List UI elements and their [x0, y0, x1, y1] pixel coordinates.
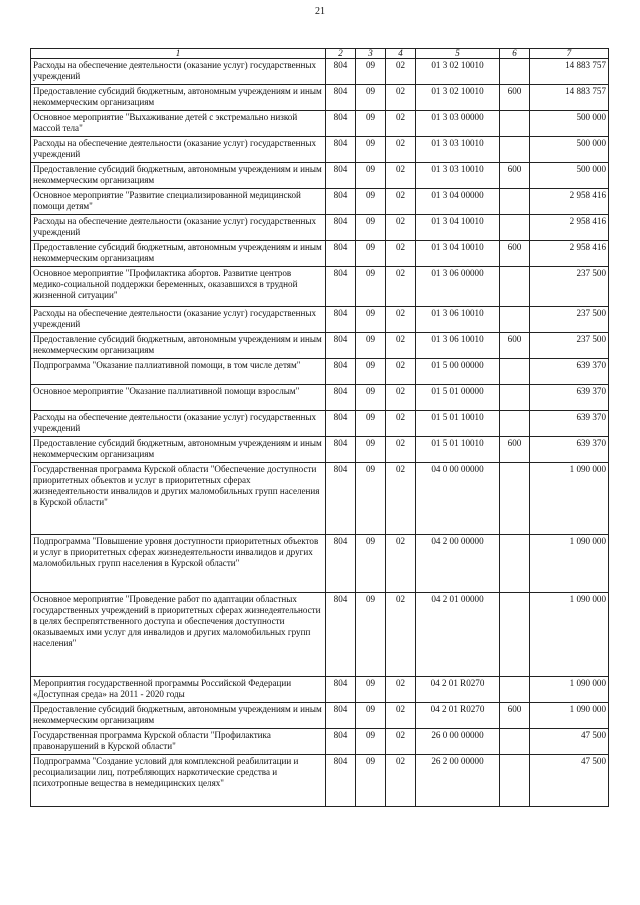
- row-grbs-code: 804: [326, 215, 356, 241]
- row-amount: 639 370: [530, 411, 609, 437]
- table-row: [31, 437, 609, 463]
- row-amount: 500 000: [530, 137, 609, 163]
- row-name: Расходы на обеспечение деятельности (оказание услуг) государственных учреждений: [31, 215, 326, 241]
- row-section-code: 09: [356, 59, 386, 85]
- row-section-code: 09: [356, 163, 386, 189]
- row-target-article: 01 5 01 10010: [416, 411, 500, 437]
- row-grbs-code: 804: [326, 59, 356, 85]
- table-row: [31, 755, 609, 807]
- row-target-article: 04 0 00 00000: [416, 463, 500, 535]
- table-row: [31, 215, 609, 241]
- table-row: [31, 267, 609, 307]
- row-name: Основное мероприятие "Выхаживание детей с экстремально низкой массой тела": [31, 111, 326, 137]
- row-expense-type: [500, 59, 530, 85]
- row-section-code: 09: [356, 307, 386, 333]
- table-row: [31, 411, 609, 437]
- row-grbs-code: 804: [326, 535, 356, 593]
- row-name: Основное мероприятие "Проведение работ по адаптации областных государственных учреждений в приоритетных сферах жизнедеятельности в целях беспрепятственного доступа и обеспечения доступности оказываемых ими услуг для инвалидов и других маломобильных групп населения": [31, 593, 326, 677]
- row-expense-type: [500, 359, 530, 385]
- row-name: Основное мероприятие "Профилактика абортов. Развитие центров медико-социальной поддержки беременных, оказавшихся в трудной жизненной ситуации": [31, 267, 326, 307]
- row-section-code: 09: [356, 729, 386, 755]
- row-name: Подпрограмма "Создание условий для комплексной реабилитации и ресоциализации лиц, потребляющих наркотические средства и психотропные вещества в немедицинских целях": [31, 755, 326, 807]
- row-name: Предоставление субсидий бюджетным, автономным учреждениям и иным некоммерческим организациям: [31, 333, 326, 359]
- row-grbs-code: 804: [326, 241, 356, 267]
- table-row: [31, 307, 609, 333]
- row-amount: 2 958 416: [530, 215, 609, 241]
- row-subsection-code: 02: [386, 137, 416, 163]
- table-row: [31, 241, 609, 267]
- table-row: [31, 333, 609, 359]
- row-subsection-code: 02: [386, 703, 416, 729]
- row-subsection-code: 02: [386, 59, 416, 85]
- row-name: Расходы на обеспечение деятельности (оказание услуг) государственных учреждений: [31, 137, 326, 163]
- row-name: Государственная программа Курской области "Профилактика правонарушений в Курской области": [31, 729, 326, 755]
- table-row: [31, 593, 609, 677]
- row-target-article: 01 3 06 10010: [416, 333, 500, 359]
- table-row: [31, 359, 609, 385]
- row-amount: 237 500: [530, 267, 609, 307]
- row-section-code: 09: [356, 241, 386, 267]
- table-row: [31, 59, 609, 85]
- row-amount: 639 370: [530, 437, 609, 463]
- row-grbs-code: 804: [326, 307, 356, 333]
- row-amount: 14 883 757: [530, 59, 609, 85]
- row-subsection-code: 02: [386, 385, 416, 411]
- row-name: Расходы на обеспечение деятельности (оказание услуг) государственных учреждений: [31, 411, 326, 437]
- column-header: 1: [31, 49, 326, 59]
- row-amount: 2 958 416: [530, 189, 609, 215]
- row-target-article: 01 3 03 00000: [416, 111, 500, 137]
- row-target-article: 01 3 03 10010: [416, 163, 500, 189]
- row-target-article: 04 2 00 00000: [416, 535, 500, 593]
- row-target-article: 01 5 01 00000: [416, 385, 500, 411]
- table-row: [31, 729, 609, 755]
- table-row: [31, 111, 609, 137]
- table-row: [31, 137, 609, 163]
- row-amount: 47 500: [530, 729, 609, 755]
- row-subsection-code: 02: [386, 111, 416, 137]
- column-header: 3: [356, 49, 386, 59]
- row-amount: 237 500: [530, 333, 609, 359]
- row-expense-type: 600: [500, 333, 530, 359]
- row-section-code: 09: [356, 137, 386, 163]
- row-grbs-code: 804: [326, 163, 356, 189]
- row-grbs-code: 804: [326, 755, 356, 807]
- row-subsection-code: 02: [386, 535, 416, 593]
- row-target-article: 01 5 00 00000: [416, 359, 500, 385]
- row-grbs-code: 804: [326, 189, 356, 215]
- row-target-article: 04 2 01 00000: [416, 593, 500, 677]
- row-amount: 47 500: [530, 755, 609, 807]
- row-subsection-code: 02: [386, 677, 416, 703]
- row-section-code: 09: [356, 111, 386, 137]
- row-expense-type: [500, 215, 530, 241]
- row-section-code: 09: [356, 189, 386, 215]
- row-section-code: 09: [356, 267, 386, 307]
- row-name: Основное мероприятие "Развитие специализированной медицинской помощи детям": [31, 189, 326, 215]
- row-subsection-code: 02: [386, 359, 416, 385]
- table-row: [31, 463, 609, 535]
- row-subsection-code: 02: [386, 215, 416, 241]
- row-target-article: 26 2 00 00000: [416, 755, 500, 807]
- row-name: Основное мероприятие "Оказание паллиативной помощи взрослым": [31, 385, 326, 411]
- row-expense-type: [500, 593, 530, 677]
- row-target-article: 01 3 02 10010: [416, 85, 500, 111]
- row-name: Предоставление субсидий бюджетным, автономным учреждениям и иным некоммерческим организациям: [31, 85, 326, 111]
- column-header: 4: [386, 49, 416, 59]
- row-name: Предоставление субсидий бюджетным, автономным учреждениям и иным некоммерческим организациям: [31, 703, 326, 729]
- row-grbs-code: 804: [326, 137, 356, 163]
- row-section-code: 09: [356, 463, 386, 535]
- column-header: 2: [326, 49, 356, 59]
- row-expense-type: [500, 411, 530, 437]
- row-name: Подпрограмма "Повышение уровня доступности приоритетных объектов и услуг в приоритетных сферах жизнедеятельности инвалидов и других маломобильных групп населения в Курской области": [31, 535, 326, 593]
- row-expense-type: [500, 307, 530, 333]
- row-section-code: 09: [356, 593, 386, 677]
- row-grbs-code: 804: [326, 703, 356, 729]
- row-subsection-code: 02: [386, 437, 416, 463]
- table-row: [31, 85, 609, 111]
- row-grbs-code: 804: [326, 385, 356, 411]
- row-expense-type: [500, 385, 530, 411]
- row-subsection-code: 02: [386, 333, 416, 359]
- row-section-code: 09: [356, 411, 386, 437]
- row-section-code: 09: [356, 85, 386, 111]
- row-expense-type: 600: [500, 703, 530, 729]
- row-grbs-code: 804: [326, 437, 356, 463]
- row-name: Предоставление субсидий бюджетным, автономным учреждениям и иным некоммерческим организациям: [31, 437, 326, 463]
- table-row: [31, 677, 609, 703]
- row-target-article: 01 3 03 10010: [416, 137, 500, 163]
- row-expense-type: 600: [500, 437, 530, 463]
- row-name: Предоставление субсидий бюджетным, автономным учреждениям и иным некоммерческим организациям: [31, 241, 326, 267]
- row-grbs-code: 804: [326, 359, 356, 385]
- table-row: [31, 163, 609, 189]
- row-target-article: 04 2 01 R0270: [416, 703, 500, 729]
- row-subsection-code: 02: [386, 163, 416, 189]
- row-grbs-code: 804: [326, 333, 356, 359]
- row-target-article: 04 2 01 R0270: [416, 677, 500, 703]
- row-target-article: 01 5 01 10010: [416, 437, 500, 463]
- row-subsection-code: 02: [386, 85, 416, 111]
- row-target-article: 01 3 04 00000: [416, 189, 500, 215]
- row-amount: 500 000: [530, 111, 609, 137]
- row-amount: 14 883 757: [530, 85, 609, 111]
- row-section-code: 09: [356, 359, 386, 385]
- budget-table: [30, 48, 609, 807]
- column-header: 7: [530, 49, 609, 59]
- row-expense-type: [500, 535, 530, 593]
- row-name: Мероприятия государственной программы Российской Федерации «Доступная среда» на 2011 - 2020 годы: [31, 677, 326, 703]
- row-expense-type: 600: [500, 85, 530, 111]
- row-expense-type: 600: [500, 241, 530, 267]
- row-amount: 2 958 416: [530, 241, 609, 267]
- row-expense-type: [500, 463, 530, 535]
- row-subsection-code: 02: [386, 267, 416, 307]
- row-subsection-code: 02: [386, 241, 416, 267]
- row-grbs-code: 804: [326, 729, 356, 755]
- row-amount: 1 090 000: [530, 677, 609, 703]
- row-section-code: 09: [356, 437, 386, 463]
- row-grbs-code: 804: [326, 463, 356, 535]
- row-target-article: 01 3 04 10010: [416, 215, 500, 241]
- row-amount: 1 090 000: [530, 593, 609, 677]
- column-header: 5: [416, 49, 500, 59]
- row-expense-type: [500, 677, 530, 703]
- table-row: [31, 189, 609, 215]
- row-name: Расходы на обеспечение деятельности (оказание услуг) государственных учреждений: [31, 59, 326, 85]
- table-row: [31, 385, 609, 411]
- row-expense-type: [500, 111, 530, 137]
- table-row: [31, 703, 609, 729]
- row-grbs-code: 804: [326, 411, 356, 437]
- row-name: Предоставление субсидий бюджетным, автономным учреждениям и иным некоммерческим организациям: [31, 163, 326, 189]
- table-row: [31, 535, 609, 593]
- row-amount: 1 090 000: [530, 535, 609, 593]
- row-subsection-code: 02: [386, 307, 416, 333]
- row-subsection-code: 02: [386, 593, 416, 677]
- row-section-code: 09: [356, 333, 386, 359]
- row-expense-type: [500, 267, 530, 307]
- row-grbs-code: 804: [326, 85, 356, 111]
- row-amount: 1 090 000: [530, 463, 609, 535]
- page-number: 21: [315, 6, 325, 17]
- row-name: Подпрограмма "Оказание паллиативной помощи, в том числе детям": [31, 359, 326, 385]
- row-subsection-code: 02: [386, 755, 416, 807]
- row-expense-type: [500, 729, 530, 755]
- row-amount: 639 370: [530, 359, 609, 385]
- row-subsection-code: 02: [386, 463, 416, 535]
- row-expense-type: [500, 137, 530, 163]
- row-expense-type: [500, 755, 530, 807]
- row-target-article: 01 3 02 10010: [416, 59, 500, 85]
- row-grbs-code: 804: [326, 267, 356, 307]
- row-expense-type: 600: [500, 163, 530, 189]
- table-header-row: [31, 49, 609, 59]
- row-target-article: 01 3 04 10010: [416, 241, 500, 267]
- row-expense-type: [500, 189, 530, 215]
- row-name: Расходы на обеспечение деятельности (оказание услуг) государственных учреждений: [31, 307, 326, 333]
- row-section-code: 09: [356, 677, 386, 703]
- row-name: Государственная программа Курской области "Обеспечение доступности приоритетных объектов и услуг в приоритетных сферах жизнедеятельности инвалидов и других маломобильных групп населения в Курской области": [31, 463, 326, 535]
- row-section-code: 09: [356, 385, 386, 411]
- row-amount: 237 500: [530, 307, 609, 333]
- row-grbs-code: 804: [326, 111, 356, 137]
- row-amount: 1 090 000: [530, 703, 609, 729]
- row-section-code: 09: [356, 535, 386, 593]
- row-amount: 500 000: [530, 163, 609, 189]
- row-section-code: 09: [356, 215, 386, 241]
- row-grbs-code: 804: [326, 677, 356, 703]
- column-header: 6: [500, 49, 530, 59]
- row-target-article: 26 0 00 00000: [416, 729, 500, 755]
- row-amount: 639 370: [530, 385, 609, 411]
- row-grbs-code: 804: [326, 593, 356, 677]
- row-subsection-code: 02: [386, 189, 416, 215]
- row-subsection-code: 02: [386, 411, 416, 437]
- row-target-article: 01 3 06 10010: [416, 307, 500, 333]
- row-target-article: 01 3 06 00000: [416, 267, 500, 307]
- row-subsection-code: 02: [386, 729, 416, 755]
- row-section-code: 09: [356, 755, 386, 807]
- row-section-code: 09: [356, 703, 386, 729]
